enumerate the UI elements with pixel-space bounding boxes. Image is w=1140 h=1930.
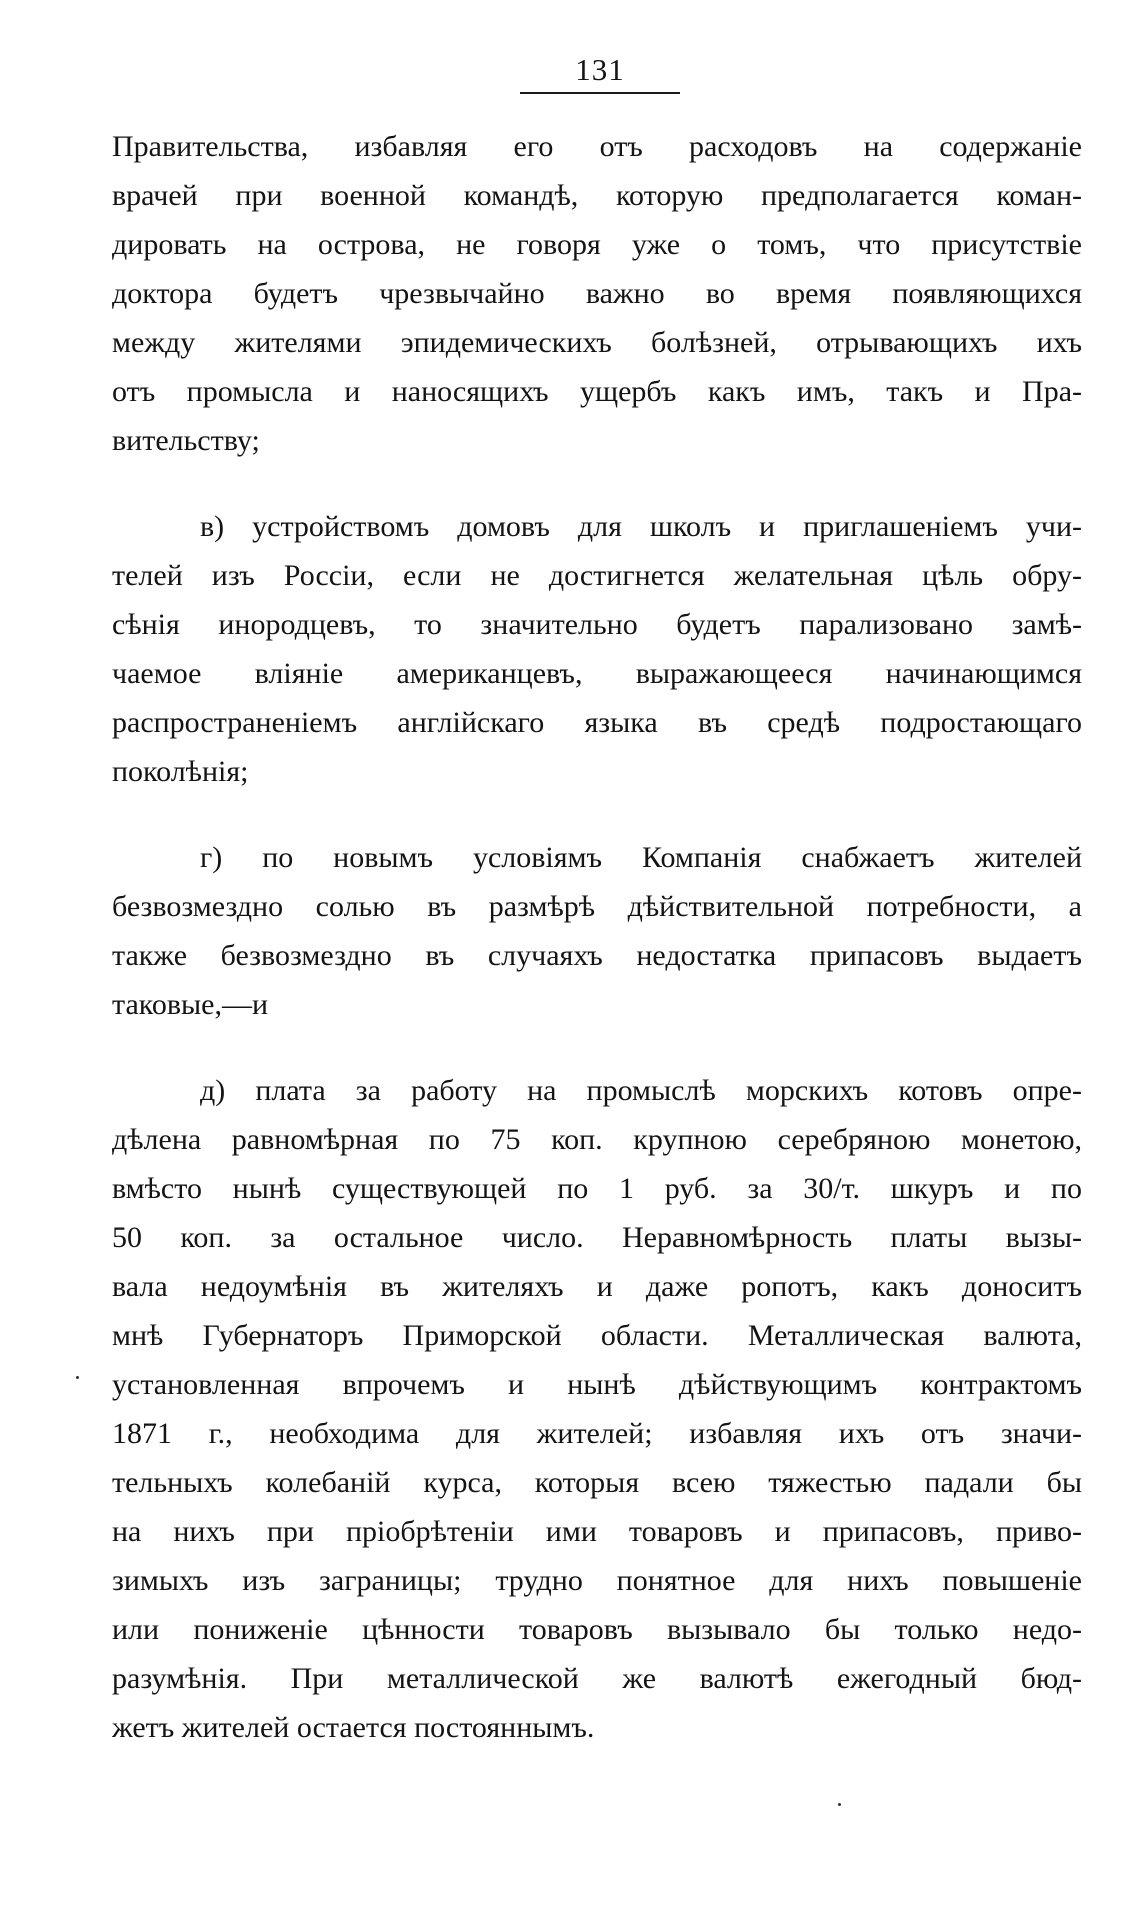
text-line: вала недоумѣнія въ жителяхъ и даже ропотъ, какъ доноситъ (112, 1270, 1082, 1303)
text-line: сѣнія инородцевъ, то значительно будетъ парализовано замѣ- (112, 608, 1082, 641)
body-text (112, 122, 1082, 1752)
text-line: 50 коп. за остальное число. Неравномѣрность платы вызы- (112, 1221, 1082, 1254)
text-line: Правительства, избавляя его отъ расходовъ на содержаніе (112, 130, 1082, 163)
paragraph-continuation (112, 122, 1082, 465)
text-line: телей изъ Россіи, если не достигнется желательная цѣль обру- (112, 559, 1082, 592)
text-line: 1871 г., необходима для жителей; избавляя ихъ отъ значи- (112, 1417, 1082, 1450)
text-line: установленная впрочемъ и нынѣ дѣйствующимъ контрактомъ (112, 1368, 1082, 1401)
text-line: таковые,—и (112, 988, 269, 1021)
text-line: поколѣнія; (112, 755, 249, 788)
text-line: или пониженіе цѣнности товаровъ вызывало бы только недо- (112, 1613, 1082, 1646)
text-line: в) устройствомъ домовъ для школъ и приглашеніемъ учи- (200, 510, 1082, 543)
scan-speck (76, 1376, 79, 1379)
text-line: разумѣнія. При металлической же валютѣ ежегодный бюд- (112, 1662, 1082, 1695)
header-rule (520, 92, 680, 94)
text-line: дѣлена равномѣрная по 75 коп. крупною серебряною монетою, (112, 1123, 1082, 1156)
text-line: жетъ жителей остается постояннымъ. (112, 1711, 595, 1744)
text-line: безвозмездно солью въ размѣрѣ дѣйствительной потребности, а (112, 890, 1082, 923)
paragraph-v (112, 502, 1082, 796)
text-line: зимыхъ изъ заграницы; трудно понятное для нихъ повышеніе (112, 1564, 1082, 1597)
text-line: также безвозмездно въ случаяхъ недостатка припасовъ выдаетъ (112, 939, 1082, 972)
text-line: отъ промысла и наносящихъ ущербъ какъ имъ, такъ и Пра- (112, 375, 1082, 408)
page-number: 131 (575, 52, 625, 87)
text-line: распространеніемъ англійскаго языка въ средѣ подростающаго (112, 706, 1082, 739)
scan-speck (838, 1803, 841, 1806)
text-line: вмѣсто нынѣ существующей по 1 руб. за 30/т. шкуръ и по (112, 1172, 1082, 1205)
text-line: тельныхъ колебаній курса, которыя всею тяжестью падали бы (112, 1466, 1082, 1499)
paragraph-d (112, 1066, 1082, 1752)
text-line: чаемое вліяніе американцевъ, выражающееся начинающимся (112, 657, 1082, 690)
text-line: на нихъ при пріобрѣтеніи ими товаровъ и припасовъ, приво- (112, 1515, 1082, 1548)
text-line: дировать на острова, не говоря уже о томъ, что присутствіе (112, 228, 1082, 261)
text-line: вительству; (112, 424, 260, 457)
paragraph-g (112, 833, 1082, 1029)
text-line: г) по новымъ условіямъ Компанія снабжаетъ жителей (200, 841, 1082, 874)
text-line: мнѣ Губернаторъ Приморской области. Металлическая валюта, (112, 1319, 1082, 1352)
text-line: между жителями эпидемическихъ болѣзней, отрывающихъ ихъ (112, 326, 1082, 359)
text-line: врачей при военной командѣ, которую предполагается коман- (112, 179, 1082, 212)
text-line: д) плата за работу на промыслѣ морскихъ котовъ опре- (200, 1074, 1082, 1107)
text-line: доктора будетъ чрезвычайно важно во время появляющихся (112, 277, 1082, 310)
